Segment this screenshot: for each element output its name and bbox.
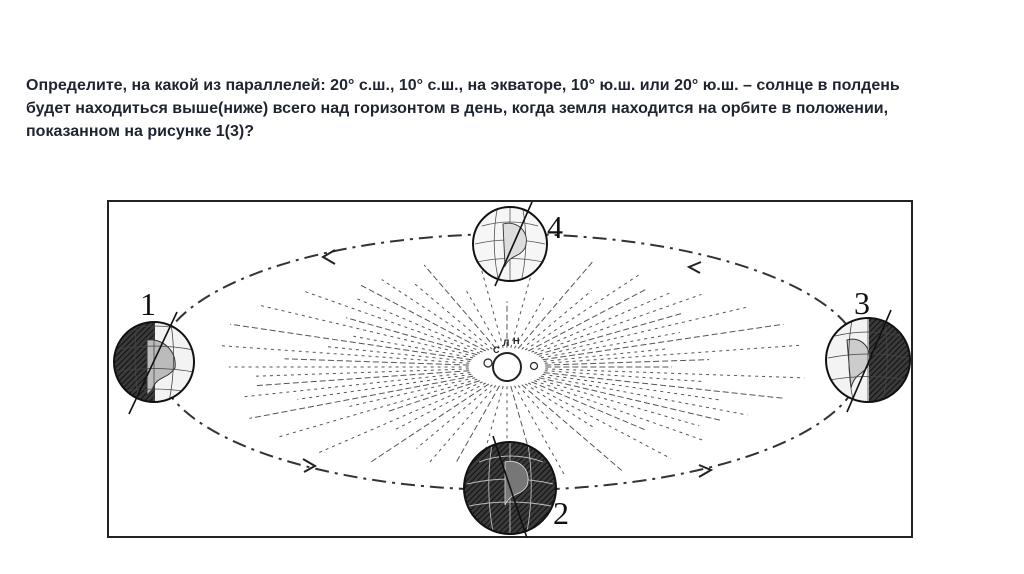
question-text [26, 74, 986, 143]
question-line-2: будет находиться выше(ниже) всего над горизонтом в день, когда земля находится на орбите в положении, [26, 100, 889, 117]
sun-letter-n: Н [513, 336, 520, 346]
orbit-diagram [107, 200, 913, 538]
sun-letter-s: С [493, 345, 500, 355]
label-position-1: 1 [140, 286, 156, 322]
question-line-1: Определите, на какой из параллелей: 20° с.ш., 10° с.ш., на экваторе, 10° ю.ш. или 20° ю.ш. – солнце в полдень [26, 77, 900, 94]
label-position-4: 4 [547, 209, 563, 245]
sun-disc [493, 353, 521, 381]
question-line-3: показанном на рисунке 1(3)? [26, 123, 255, 140]
orbit-figure [107, 200, 913, 538]
label-position-3: 3 [854, 285, 870, 321]
sun-small-circle-right [531, 363, 538, 370]
sun-letter-l: Л [503, 338, 510, 348]
sun-small-circle [484, 359, 492, 367]
label-position-2: 2 [553, 495, 569, 531]
